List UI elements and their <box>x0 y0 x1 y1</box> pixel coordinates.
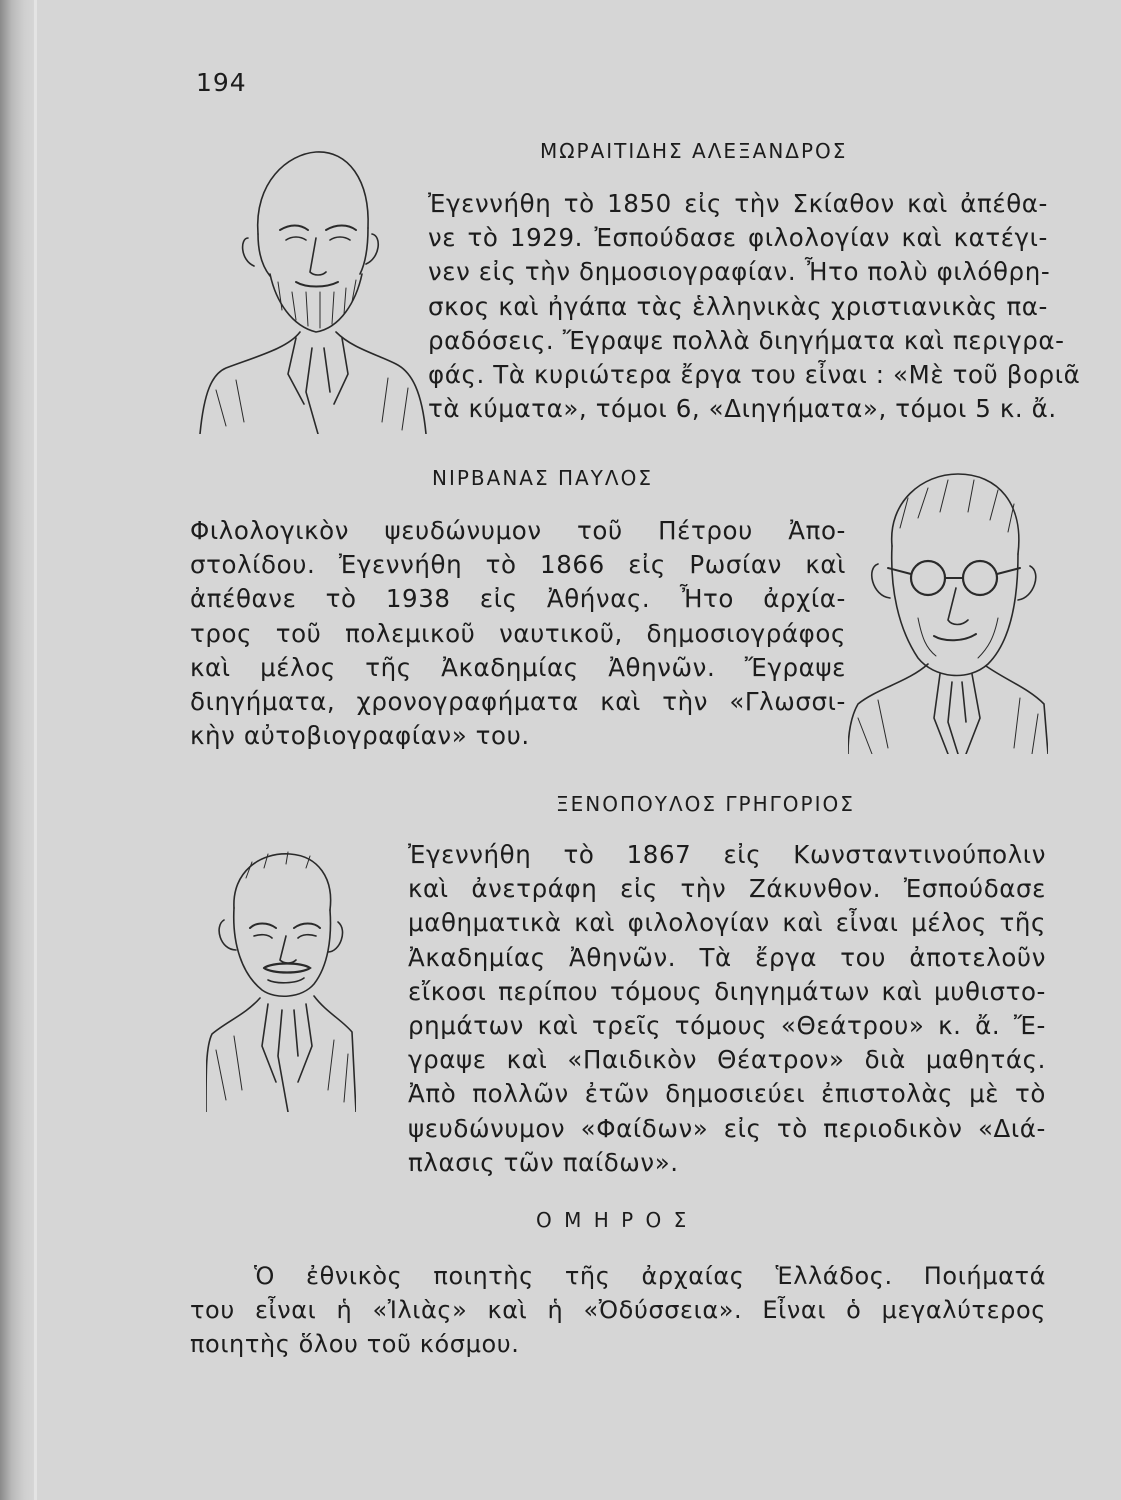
entry-heading-omiros: Ο Μ Η Ρ Ο Σ <box>536 1208 690 1232</box>
entry-text-moraitidis <box>428 187 1081 426</box>
portrait-nirvanas <box>848 468 1048 754</box>
text-line: ψευδώνυμον «Φαίδων» εἰς τὸ περιοδικὸν «Διά- <box>408 1113 1046 1143</box>
page-edge <box>34 0 37 1500</box>
text-line: καὶ ἀνετράφη εἰς τὴν Ζάκυνθον. Ἐσπούδασε <box>408 874 1046 904</box>
text-line: σκος καὶ ἠγάπα τὰς ἑλληνικὰς χριστιανικὰς πα- <box>428 291 1048 321</box>
text-line: νεν εἰς τὴν δημοσιογραφίαν. Ἦτο πολὺ φιλόθρη- <box>428 257 1051 287</box>
page-number: 194 <box>196 68 247 97</box>
text-line: Ἐγεννήθη τὸ 1850 εἰς τὴν Σκίαθον καὶ ἀπέθα- <box>428 189 1048 218</box>
text-line: ἀπέθανε τὸ 1938 εἰς Ἀθήνας. Ἦτο ἀρχία- <box>190 584 846 614</box>
text-line: ραδόσεις. Ἔγραψε πολλὰ διηγήματα καὶ περιγρα- <box>428 325 1065 355</box>
text-line: Ὁ ἐθνικὸς ποιητὴς τῆς ἀρχαίας Ἑλλάδος. Ποιήματά <box>254 1262 1046 1290</box>
portrait-xenopoulos <box>206 850 356 1112</box>
text-line: Ἐγεννήθη τὸ 1867 εἰς Κωνσταντινούπολιν <box>408 840 1046 869</box>
text-line: φάς. Τὰ κυριώτερα ἔργα του εἶναι : «Μὲ τοῦ βοριᾶ <box>428 360 1081 390</box>
text-line: διηγήματα, χρονογραφήματα καὶ τὴν «Γλωσσι- <box>190 687 846 717</box>
text-line: νε τὸ 1929. Ἐσπούδασε φιλολογίαν καὶ κατέγι- <box>428 223 1048 253</box>
text-line: μαθηματικὰ καὶ φιλολογίαν καὶ εἶναι μέλος τῆς <box>408 908 1046 938</box>
text-line: πλασις τῶν παίδων». <box>408 1147 679 1177</box>
text-line: ποιητὴς ὅλου τοῦ κόσμου. <box>190 1330 520 1359</box>
text-line: τὰ κύματα», τόμοι 6, «Διηγήματα», τόμοι 5 κ. ἄ. <box>428 394 1057 424</box>
text-line: του εἶναι ἡ «Ἰλιὰς» καὶ ἡ «Ὀδύσσεια». Εἶναι ὁ μεγαλύτερος <box>190 1296 1046 1325</box>
entry-heading-moraitidis: ΜΩΡΑΙΤΙΔΗΣ ΑΛΕΞΑΝΔΡΟΣ <box>540 139 848 163</box>
entry-heading-xenopoulos: ΞΕΝΟΠΟΥΛΟΣ ΓΡΗΓΟΡΙΟΣ <box>556 792 855 816</box>
text-line: στολίδου. Ἐγεννήθη τὸ 1866 εἰς Ρωσίαν καὶ <box>190 550 846 580</box>
entry-text-nirvanas <box>190 514 846 753</box>
text-line: Ἀκαδημίας Ἀθηνῶν. Τὰ ἔργα του ἀποτελοῦν <box>408 942 1046 972</box>
text-line: γραψε καὶ «Παιδικὸν Θέατρον» διὰ μαθητάς. <box>408 1045 1046 1075</box>
entry-text-xenopoulos <box>408 838 1046 1180</box>
text-line: εἴκοσι περίπου τόμους διηγημάτων καὶ μυθιστο- <box>408 976 1046 1006</box>
text-line: Φιλολογικὸν ψευδώνυμον τοῦ Πέτρου Ἀπο- <box>190 516 846 545</box>
entry-heading-nirvanas: ΝΙΡΒΑΝΑΣ ΠΑΥΛΟΣ <box>432 466 653 490</box>
text-line: ρημάτων καὶ τρεῖς τόμους «Θεάτρου» κ. ἄ. Ἔ- <box>408 1011 1046 1041</box>
text-line: τρος τοῦ πολεμικοῦ ναυτικοῦ, δημοσιογράφος <box>190 618 846 648</box>
book-binding-shadow <box>0 0 34 1500</box>
text-line: κὴν αὐτοβιογραφίαν» του. <box>190 721 530 751</box>
text-line: καὶ μέλος τῆς Ἀκαδημίας Ἀθηνῶν. Ἔγραψε <box>190 652 846 682</box>
entry-text-omiros <box>190 1259 1046 1362</box>
portrait-moraitidis <box>196 142 428 434</box>
text-line: Ἀπὸ πολλῶν ἐτῶν δημοσιεύει ἐπιστολὰς μὲ τὸ <box>408 1079 1046 1109</box>
